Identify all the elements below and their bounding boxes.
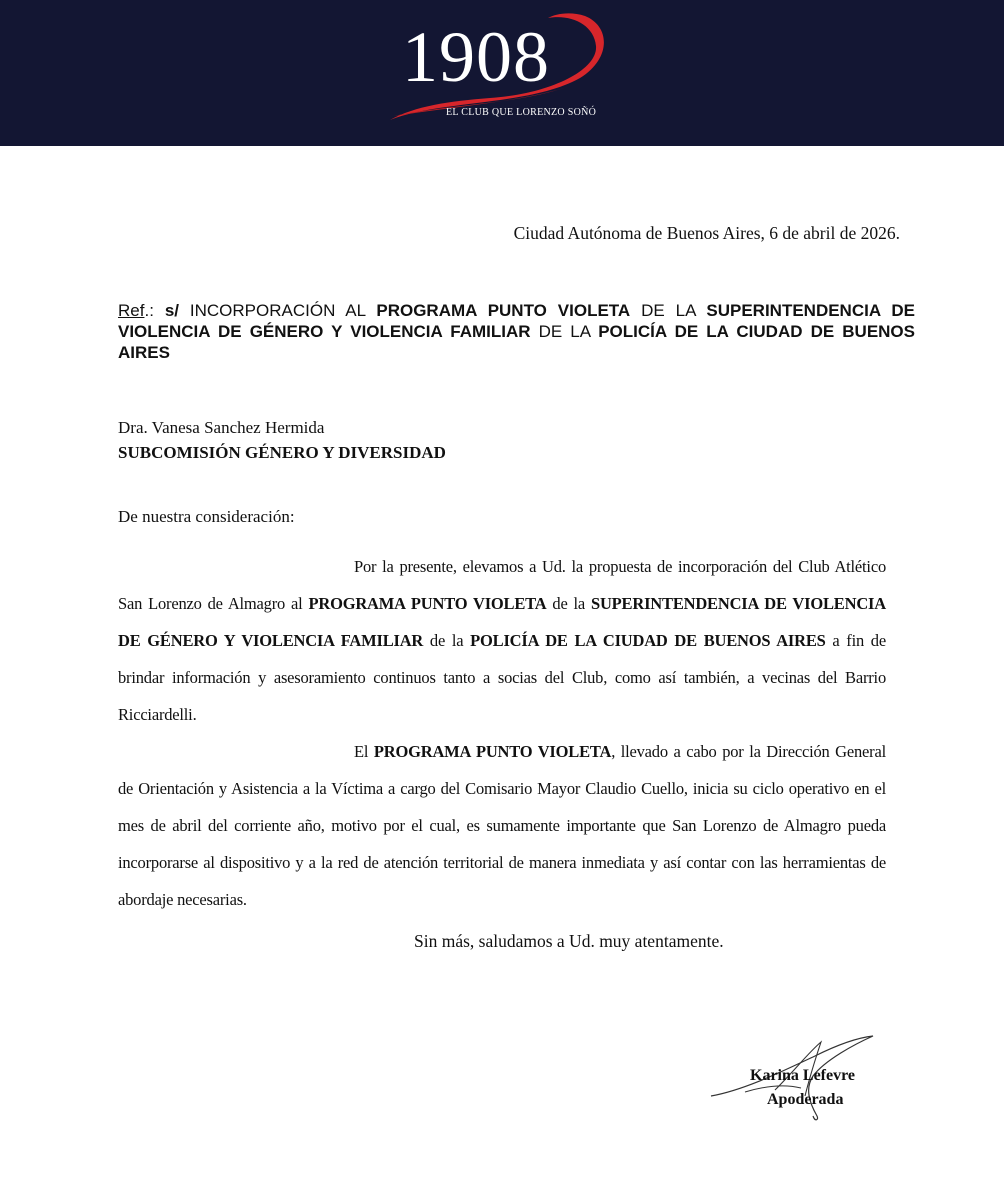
logo-tagline: EL CLUB QUE LORENZO SOÑÓ: [446, 107, 597, 118]
ref-label: Ref: [118, 301, 145, 320]
p1-text-3: de la: [423, 631, 471, 650]
ref-bold-program: PROGRAMA PUNTO VIOLETA: [376, 301, 631, 320]
p1-text-4: a fin de brindar información y asesoramiento continuos tanto a socias del Club, como así también, a vecinas del Barrio Ricciardelli.: [118, 631, 886, 724]
ref-text-3: DE LA: [530, 322, 599, 341]
p1-text-1: Por la presente, elevamos a Ud. la propuesta de incorporación del Club Atlético San Lorenzo de Almagro al: [118, 557, 886, 613]
ref-s: s/: [164, 301, 179, 320]
ref-text-1: INCORPORACIÓN AL: [179, 301, 377, 320]
greeting: De nuestra consideración:: [118, 507, 295, 526]
reference-line: [118, 300, 915, 363]
ref-bold-superintendencia: SUPERINTENDENCIA DE VIOLENCIA DE GÉNERO Y VIOLENCIA FAMILIAR: [118, 301, 915, 341]
letterhead-banner: [0, 0, 1004, 146]
signatory-name: Karina Lefevre: [750, 1067, 856, 1084]
date-line: Ciudad Autónoma de Buenos Aires, 6 de abril de 2026.: [513, 223, 900, 243]
ref-text-2: DE LA: [630, 301, 707, 320]
recipient-organization: SUBCOMISIÓN GÉNERO Y DIVERSIDAD: [118, 443, 446, 462]
ref-colon: .:: [144, 301, 165, 320]
paragraph-2: [118, 733, 886, 918]
p2-text-1: El: [354, 742, 374, 761]
letter-body: [118, 548, 886, 918]
recipient-name: Dra. Vanesa Sanchez Hermida: [118, 418, 325, 437]
p1-bold-program: PROGRAMA PUNTO VIOLETA: [308, 594, 547, 613]
recipient-block: [118, 415, 446, 465]
p1-bold-superintendencia: SUPERINTENDENCIA DE VIOLENCIA DE GÉNERO Y VIOLENCIA FAMILIAR: [118, 594, 886, 650]
p2-bold-program: PROGRAMA PUNTO VIOLETA: [373, 742, 612, 761]
p2-text-2: , llevado a cabo por la Dirección General de Orientación y Asistencia a la Víctima a cargo del Comisario Mayor Claudio Cuello, inicia su ciclo operativo en el mes de abril del corriente año, motivo por el cual, es sumamente importante que San Lorenzo de Almagro pueda incorporarse al dispositivo y a la red de atención territorial de manera inmediata y así contar con las herramientas de abordaje necesarias.: [118, 742, 886, 909]
logo-year: 1908: [402, 17, 550, 97]
p1-bold-policia: POLICÍA DE LA CIUDAD DE BUENOS AIRES: [470, 631, 826, 650]
paragraph-1: [118, 548, 886, 733]
signatory-role: Apoderada: [767, 1091, 844, 1108]
p1-text-2: de la: [546, 594, 591, 613]
closing-line: Sin más, saludamos a Ud. muy atentamente.: [414, 931, 724, 951]
club-logo: [380, 8, 620, 133]
signature-block: [705, 1030, 905, 1130]
ref-bold-policia: POLICÍA DE LA CIUDAD DE BUENOS AIRES: [118, 322, 915, 362]
